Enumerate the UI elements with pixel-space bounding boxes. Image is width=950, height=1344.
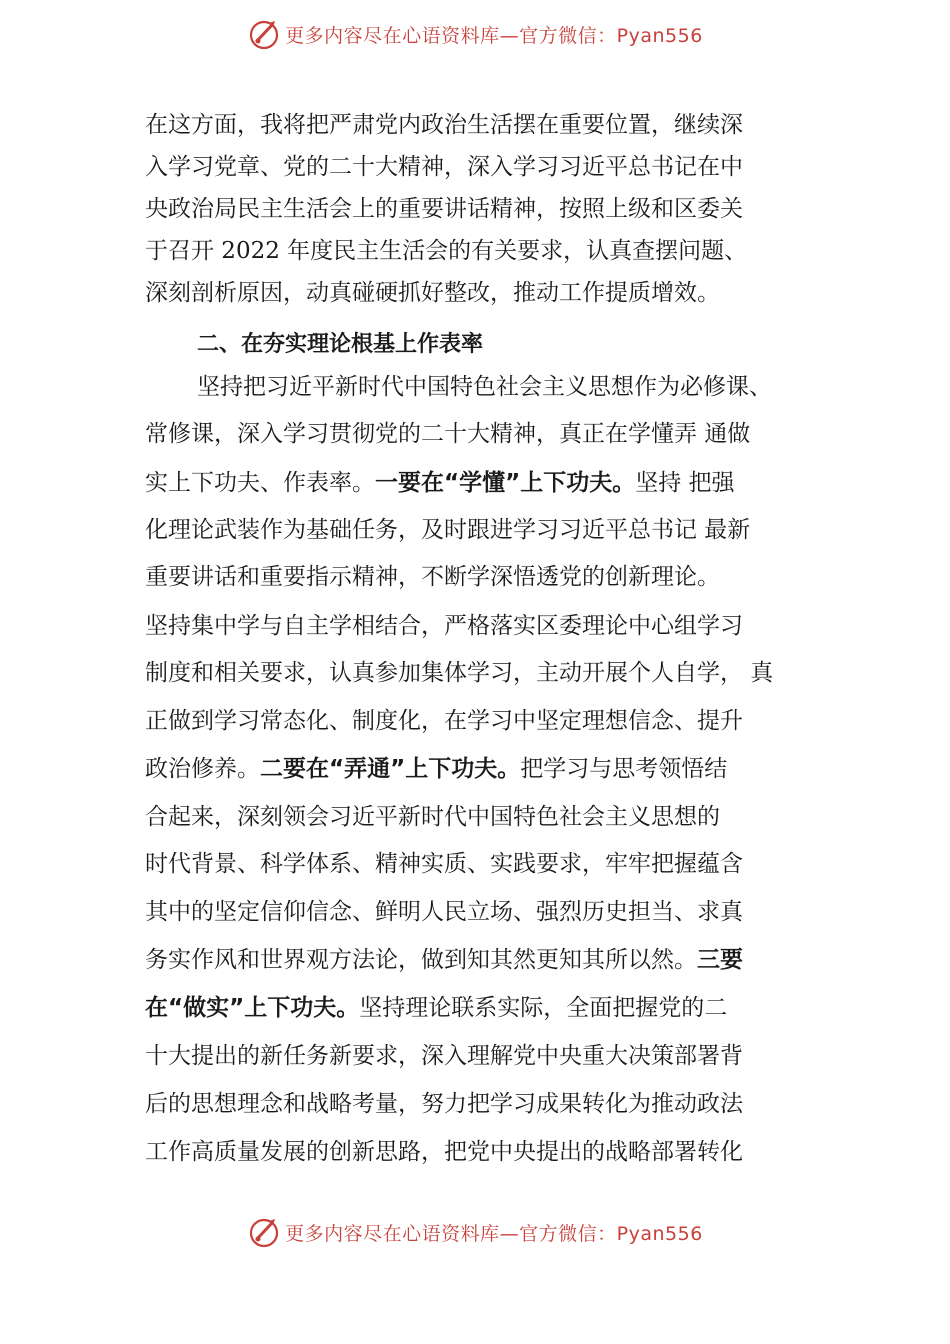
body-text-line (145, 1041, 743, 1071)
body-text-line (145, 945, 743, 975)
text-segment: 时代背景、科学体系、精神实质、实践要求，牢牢把握蕴含 (145, 851, 743, 877)
bold-emphasis: 一要在“学懂”上下功夫。 (375, 470, 636, 496)
text-segment: 政治修养。 (145, 756, 260, 782)
brush-logo-icon (247, 17, 281, 51)
body-text-line (145, 419, 750, 449)
text-segment: 坚持把习近平新时代中国特色社会主义思想作为必修课、 (197, 374, 772, 400)
text-segment: 央政治局民主生活会上的重要讲话精神，按照上级和区委关 (145, 196, 743, 222)
text-segment: 十大提出的新任务新要求，深入理解党中央重大决策部署背 (145, 1043, 743, 1069)
body-text-line (145, 110, 743, 140)
body-text-line (145, 897, 743, 927)
body-text-line (145, 278, 720, 308)
text-segment: 正做到学习常态化、制度化，在学习中坚定理想信念、提升 (145, 708, 743, 734)
body-text-line (197, 372, 772, 402)
text-segment: 坚持 把强 (635, 470, 735, 496)
body-text-line (145, 468, 735, 498)
bold-emphasis: 二要在“弄通”上下功夫。 (260, 756, 521, 782)
body-text-line (145, 1089, 743, 1119)
bold-emphasis: 在“做实”上下功夫。 (145, 995, 360, 1021)
body-text-line (145, 993, 727, 1023)
text-segment: 入学习党章、党的二十大精神，深入学习习近平总书记在中 (145, 154, 743, 180)
body-text-line (145, 562, 720, 592)
text-segment: 务实作风和世界观方法论，做到知其然更知其所以然。 (145, 947, 697, 973)
footer-watermark (0, 1212, 950, 1252)
brush-logo-icon (247, 1215, 281, 1249)
body-text-line (145, 1137, 743, 1167)
body-text-line (145, 849, 743, 879)
body-text-line (145, 194, 743, 224)
text-segment: 深刻剖析原因，动真碰硬抓好整改，推动工作提质增效。 (145, 280, 720, 306)
text-segment: 把学习与思考领悟结 (520, 756, 728, 782)
body-text-line (145, 658, 773, 688)
body-text-line (145, 802, 720, 832)
bold-emphasis: 三要 (697, 947, 743, 973)
text-segment: 后的思想理念和战略考量，努力把学习成果转化为推动政法 (145, 1091, 743, 1117)
text-segment: 坚持集中学与自主学相结合，严格落实区委理论中心组学习 (145, 613, 743, 639)
body-text-line (145, 754, 727, 784)
text-segment: 其中的坚定信仰信念、鲜明人民立场、强烈历史担当、求真 (145, 899, 743, 925)
text-segment: 在这方面，我将把严肃党内政治生活摆在重要位置，继续深 (145, 112, 743, 138)
body-text-line (145, 152, 743, 182)
body-text-line (145, 515, 750, 545)
section-heading (197, 330, 483, 360)
text-segment: 坚持理论联系实际，全面把握党的二 (359, 995, 728, 1021)
text-segment: 重要讲话和重要指示精神，不断学深悟透党的创新理论。 (145, 564, 720, 590)
header-watermark-text: 更多内容尽在心语资料库—官方微信：Pyan556 (285, 24, 703, 47)
body-text-line (145, 706, 743, 736)
text-segment: 于召开 2022 年度民主生活会的有关要求，认真查摆问题、 (145, 238, 748, 264)
body-text-line (145, 611, 743, 641)
text-segment: 常修课，深入学习贯彻党的二十大精神，真正在学懂弄 通做 (145, 421, 751, 447)
text-segment: 实上下功夫、作表率。 (145, 470, 375, 496)
text-segment: 工作高质量发展的创新思路，把党中央提出的战略部署转化 (145, 1139, 743, 1165)
bold-emphasis: 二、在夯实理论根基上作表率 (197, 332, 484, 357)
text-segment: 制度和相关要求，认真参加集体学习，主动开展个人自学， 真 (145, 660, 774, 686)
text-segment: 化理论武装作为基础任务，及时跟进学习习近平总书记 最新 (145, 517, 751, 543)
body-text-line (145, 236, 747, 266)
text-segment: 合起来，深刻领会习近平新时代中国特色社会主义思想的 (145, 804, 720, 830)
header-watermark (0, 14, 950, 54)
footer-watermark-text: 更多内容尽在心语资料库—官方微信：Pyan556 (285, 1222, 703, 1245)
